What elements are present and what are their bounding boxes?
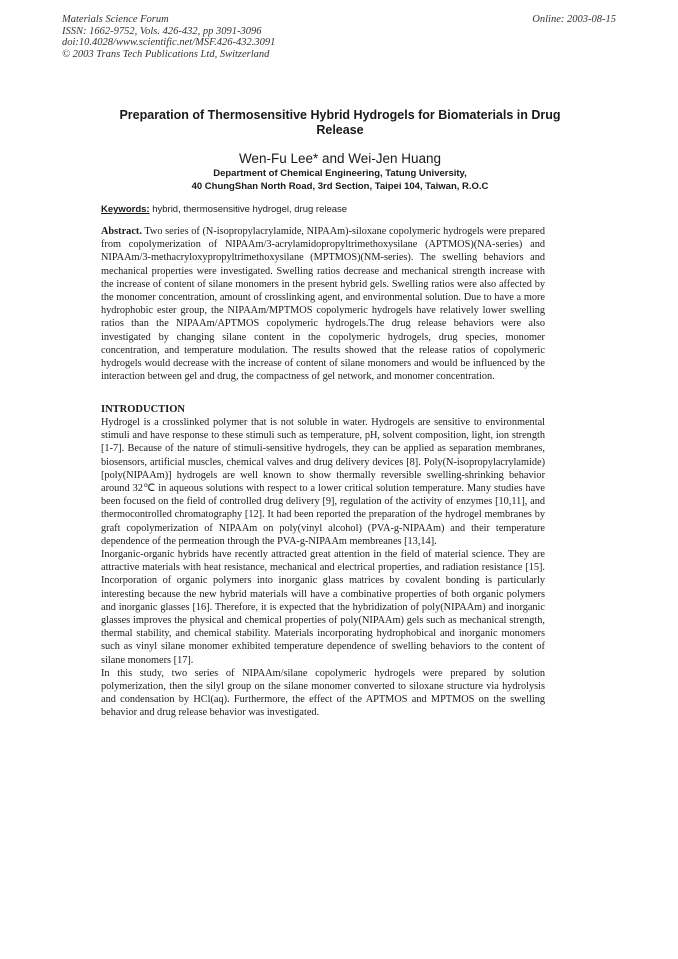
abstract-text: Two series of (N-isopropylacrylamide, NIPAAm)-siloxane copolymeric hydrogels were prepared from copolymerization of NIPAAm/3-acrylamidopropyltrimethoxysilane (APTMOS)(NA-series) and NIPAAm/3-methacryloxypropyltrimethoxysilane (MPTMOS)(NM-series). The swelling behaviors and mechanical properties were investigated. Swelling ratios decrease and mechanical strength increase with the increase of content of silane monomers in the present hybrid gels. Swelling ratios were also affected by the monomer concentration, amount of crosslinking agent, and environmental solution. Due to have a more hydrophobic ester group, the NIPAAm/MPTMOS copolymeric hydrogels have relatively lower swelling ratios than the NIPAAm/APTMOS copolymeric hydrogels.The drug release behaviors were also investigated by changing silane content in the copolymeric hydrogels, drug species, monomer concentration, and temperature modulation. The results showed that the release ratios of copolymeric hydrogels would decrease with the increase of content of silane monomers and would be influenced by the interaction between gel and drug, the compactness of gel network, and monomer concentration.: [101, 226, 545, 383]
introduction-body: [101, 416, 545, 720]
keywords-label: Keywords:: [101, 204, 150, 215]
intro-paragraph-3: In this study, two series of NIPAAm/silane copolymeric hydrogels were prepared by solution polymerization, then the silyl group on the silane monomer converted to siloxane structure via hydrolysis and condensation by HCl(aq). Furthermore, the effect of the APTMOS and MPTMOS on the swelling behavior and drug release behavior was investigated.: [101, 667, 545, 719]
online-date: Online: 2003-08-15: [532, 14, 616, 25]
paper-title: Preparation of Thermosensitive Hybrid Hydrogels for Biomaterials in Drug Release: [119, 108, 561, 137]
issn-line: ISSN: 1662-9752, Vols. 426-432, pp 3091-3096: [62, 25, 262, 37]
keywords: [101, 204, 601, 216]
affiliation: [95, 168, 585, 193]
copyright-line: © 2003 Trans Tech Publications Ltd, Switzerland: [62, 48, 270, 60]
introduction-heading: INTRODUCTION: [101, 404, 186, 415]
abstract: [101, 225, 545, 383]
paper-authors: Wen-Fu Lee* and Wei-Jen Huang: [238, 151, 442, 166]
doi-line[interactable]: doi:10.4028/www.scientific.net/MSF.426-432.3091: [62, 37, 276, 48]
affiliation-line-1: Department of Chemical Engineering, Tatung University,: [213, 168, 467, 179]
intro-paragraph-2: Inorganic-organic hybrids have recently attracted great attention in the field of material science. They are attractive materials with heat resistance, mechanical and electrical properties, and radiation resistance [15]. Incorporation of organic polymers into inorganic glass matrices by covalent bonding is particularly interesting because the new hybrid materials will have a combinative properties of both organic polymers and inorganic glasses [16]. Therefore, it is expected that the hybridization of poly(NIPAAm) and inorganic glasses improves the physical and chemical properties of poly(NIPAAm) gels such as mechanical strength, thermal stability, and chemical stability. Materials incorporating hydrophobical and inorganic monomers such as vinyl silane monomer exhibited temperature dependence of swelling behaviors to the content of silane monomers [17].: [101, 549, 545, 666]
affiliation-line-2: 40 ChungShan North Road, 3rd Section, Taipei 104, Taiwan, R.O.C: [191, 180, 489, 192]
journal-name: Materials Science Forum: [62, 14, 169, 25]
journal-header: [62, 14, 622, 60]
abstract-label: Abstract.: [101, 226, 142, 237]
keywords-text: hybrid, thermosensitive hydrogel, drug release: [149, 204, 348, 215]
intro-paragraph-1: Hydrogel is a crosslinked polymer that is not soluble in water. Hydrogels are sensitive to environmental stimuli and have response to these stimuli such as temperature, pH, solvent composition, light, ion strength [1-7]. Because of the nature of stimuli-sensitive hydrogels, they can be applied as separation membranes, biosensors, artificial muscles, chemical valves and drug delivery devices [8]. Poly(N-isopropylacrylamide) [poly(NIPAAm)] hydrogels are well known to show thermally reversible swelling-shrinking behavior around 32℃ in aqueous solutions with respect to a lower critical solution temperature. Many studies have been focused on the field of controlled drug delivery [9], regulation of the activity of enzymes [10,11], and thermocontrolled chromatography [12]. It had been reported the preparation of the hydrogel membranes by graft copolymerization of NIPAAm on poly(vinyl alcohol) (PVA-g-NIPAAm) and their temperature dependence of the permeation through the PVA-g-NIPAAm membreanes [13,14].: [101, 417, 545, 547]
